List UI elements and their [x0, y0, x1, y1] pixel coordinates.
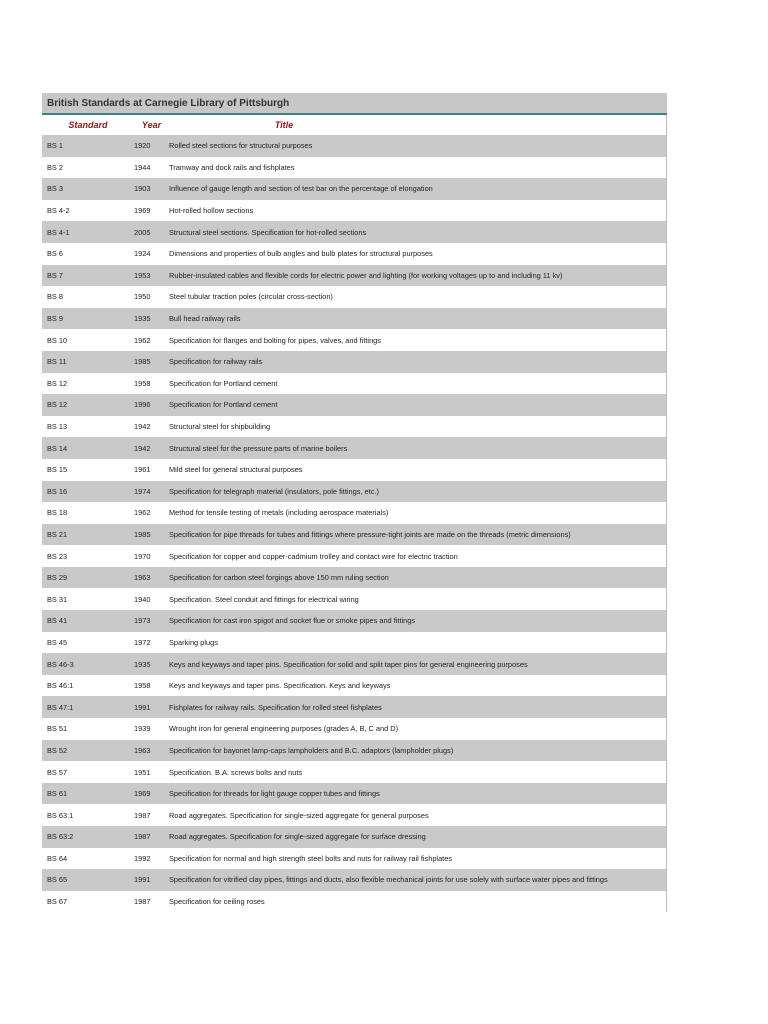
table-row: [42, 200, 666, 222]
table-body: [42, 135, 667, 912]
cell-title: Specification for flanges and bolting for pipes, valves, and fittings: [169, 335, 381, 345]
cell-year: 1924: [134, 249, 151, 259]
cell-title: Road aggregates. Specification for single-sized aggregate for surface dressing: [169, 832, 426, 842]
cell-standard: BS 29: [47, 573, 68, 583]
table-row: [42, 157, 666, 179]
table-row: [42, 481, 666, 503]
cell-standard: BS 21: [47, 529, 68, 539]
table-row: [42, 329, 666, 351]
cell-title: Specification for carbon steel forgings above 150 mm ruling section: [169, 573, 389, 583]
column-header-row: [42, 115, 667, 135]
cell-standard: BS 63:1: [47, 810, 74, 820]
table-row: [42, 221, 666, 243]
cell-standard: BS 12: [47, 378, 68, 388]
cell-year: 1974: [134, 486, 151, 496]
table-row: [42, 373, 666, 395]
cell-title: Specification for ceiling roses: [169, 897, 265, 907]
cell-title: Sparking plugs: [169, 637, 218, 647]
cell-title: Influence of gauge length and section of test bar on the percentage of elongation: [169, 184, 433, 194]
table-row: [42, 610, 666, 632]
table-row: [42, 891, 666, 913]
cell-year: 1950: [134, 292, 151, 302]
cell-standard: BS 47:1: [47, 702, 74, 712]
cell-standard: BS 1: [47, 141, 64, 151]
cell-standard: BS 45: [47, 637, 68, 647]
cell-year: 1987: [134, 832, 151, 842]
cell-year: 1962: [134, 508, 151, 518]
cell-year: 1951: [134, 767, 151, 777]
cell-standard: BS 7: [47, 270, 64, 280]
cell-title: Specification for Portland cement: [169, 400, 278, 410]
cell-standard: BS 12: [47, 400, 68, 410]
table-row: [42, 718, 666, 740]
column-header-title: Title: [274, 120, 294, 130]
cell-year: 1985: [134, 357, 151, 367]
cell-year: 1985: [134, 529, 151, 539]
table-row: [42, 545, 666, 567]
table-row: [42, 502, 666, 524]
cell-title: Specification for Portland cement: [169, 378, 278, 388]
cell-standard: BS 4-1: [47, 227, 70, 237]
cell-year: 1935: [134, 314, 151, 324]
cell-title: Structural steel sections. Specification for hot-rolled sections: [169, 227, 367, 237]
cell-year: 1958: [134, 681, 151, 691]
table-row: [42, 416, 666, 438]
cell-year: 1969: [134, 206, 151, 216]
cell-title: Fishplates for railway rails. Specification for rolled steel fishplates: [169, 702, 382, 712]
cell-standard: BS 9: [47, 314, 64, 324]
cell-year: 1992: [134, 853, 151, 863]
cell-standard: BS 64: [47, 853, 68, 863]
sheet-title: British Standards at Carnegie Library of Pittsburgh: [47, 97, 290, 109]
cell-title: Specification for railway rails: [169, 357, 263, 367]
cell-year: 1973: [134, 616, 151, 626]
cell-year: 1953: [134, 270, 151, 280]
cell-standard: BS 65: [47, 875, 68, 885]
cell-standard: BS 46:1: [47, 681, 74, 691]
table-row: [42, 394, 666, 416]
cell-standard: BS 51: [47, 724, 68, 734]
cell-year: 1942: [134, 443, 151, 453]
cell-title: Specification for copper and copper-cadmium trolley and contact wire for electric traction: [169, 551, 458, 561]
cell-year: 1972: [134, 637, 151, 647]
cell-year: 2005: [134, 227, 151, 237]
cell-title: Wrought iron for general engineering purposes (grades A, B, C and D): [169, 724, 399, 734]
cell-standard: BS 2: [47, 162, 64, 172]
cell-year: 1987: [134, 897, 151, 907]
cell-standard: BS 8: [47, 292, 64, 302]
cell-title: Specification for bayonet lamp-caps lampholders and B.C. adaptors (lampholder plugs): [169, 745, 454, 755]
cell-standard: BS 63:2: [47, 832, 74, 842]
cell-year: 1920: [134, 141, 151, 151]
cell-title: Mild steel for general structural purposes: [169, 465, 303, 475]
cell-title: Specification for telegraph material (insulators, pole fittings, etc.): [169, 486, 379, 496]
cell-title: Keys and keyways and taper pins. Specification. Keys and keyways: [169, 681, 391, 691]
table-row: [42, 437, 666, 459]
cell-standard: BS 15: [47, 465, 68, 475]
table-row: [42, 869, 666, 891]
cell-title: Specification for threads for light gauge copper tubes and fittings: [169, 789, 380, 799]
table-row: [42, 696, 666, 718]
cell-title: Specification for pipe threads for tubes and fittings where pressure-tight joints are made on the threads (metric dimensions): [169, 529, 571, 539]
table-row: [42, 804, 666, 826]
cell-year: 1961: [134, 465, 151, 475]
cell-title: Road aggregates. Specification for single-sized aggregate for general purposes: [169, 810, 429, 820]
cell-standard: BS 67: [47, 897, 68, 907]
cell-standard: BS 11: [47, 357, 67, 367]
cell-standard: BS 23: [47, 551, 68, 561]
cell-year: 1969: [134, 789, 151, 799]
cell-title: Steel tubular traction poles (circular cross-section): [169, 292, 333, 302]
cell-year: 1991: [134, 875, 151, 885]
cell-year: 1942: [134, 422, 151, 432]
cell-standard: BS 57: [47, 767, 68, 777]
table-row: [42, 653, 666, 675]
table-row: [42, 286, 666, 308]
cell-standard: BS 14: [47, 443, 68, 453]
table-row: [42, 826, 666, 848]
cell-title: Tramway and dock rails and fishplates: [169, 162, 295, 172]
cell-standard: BS 46-3: [47, 659, 74, 669]
cell-title: Method for tensile testing of metals (including aerospace materials): [169, 508, 389, 518]
cell-title: Bull head railway rails: [169, 314, 241, 324]
table-row: [42, 524, 666, 546]
cell-year: 1970: [134, 551, 151, 561]
cell-title: Structural steel for the pressure parts of marine boilers: [169, 443, 348, 453]
table-row: [42, 135, 666, 157]
cell-standard: BS 4-2: [47, 206, 70, 216]
cell-title: Specification. B.A. screws bolts and nuts: [169, 767, 303, 777]
cell-standard: BS 16: [47, 486, 68, 496]
cell-title: Rubber-insulated cables and flexible cords for electric power and lighting (for working voltages up to and including 11 kv): [169, 270, 563, 280]
cell-standard: BS 52: [47, 745, 68, 755]
table-row: [42, 567, 666, 589]
cell-title: Hot-rolled hollow sections: [169, 206, 254, 216]
table-row: [42, 632, 666, 654]
cell-standard: BS 6: [47, 249, 64, 259]
table-row: [42, 178, 666, 200]
column-header-standard: Standard: [68, 120, 108, 130]
cell-year: 1996: [134, 400, 151, 410]
cell-standard: BS 41: [47, 616, 68, 626]
cell-title: Specification for vitrified clay pipes, fittings and ducts, also flexible mechanical joints for use solely with surface water pipes and fittings: [169, 875, 608, 885]
cell-title: Dimensions and properties of bulb angles and bulb plates for structural purposes: [169, 249, 433, 259]
cell-standard: BS 3: [47, 184, 64, 194]
table-row: [42, 243, 666, 265]
table-row: [42, 675, 666, 697]
sheet-title-bar: [42, 93, 667, 115]
cell-title: Specification for normal and high strength steel bolts and nuts for railway rail fishplates: [169, 853, 453, 863]
cell-standard: BS 10: [47, 335, 68, 345]
cell-year: 1962: [134, 335, 151, 345]
cell-title: Structural steel for shipbuilding: [169, 422, 271, 432]
cell-year: 1939: [134, 724, 151, 734]
table-row: [42, 848, 666, 870]
cell-year: 1944: [134, 162, 151, 172]
spreadsheet: [42, 93, 667, 912]
cell-title: Rolled steel sections for structural purposes: [169, 141, 313, 151]
cell-year: 1963: [134, 573, 151, 583]
table-row: [42, 351, 666, 373]
table-row: [42, 459, 666, 481]
cell-year: 1987: [134, 810, 151, 820]
table-row: [42, 588, 666, 610]
cell-year: 1903: [134, 184, 151, 194]
cell-title: Specification for cast iron spigot and socket flue or smoke pipes and fittings: [169, 616, 416, 626]
cell-year: 1940: [134, 594, 151, 604]
cell-standard: BS 61: [47, 789, 68, 799]
cell-standard: BS 31: [47, 594, 68, 604]
table-row: [42, 761, 666, 783]
column-header-year: Year: [141, 120, 162, 130]
table-row: [42, 308, 666, 330]
table-row: [42, 740, 666, 762]
cell-standard: BS 13: [47, 422, 68, 432]
cell-title: Specification. Steel conduit and fittings for electrical wiring: [169, 594, 359, 604]
cell-year: 1958: [134, 378, 151, 388]
cell-year: 1963: [134, 745, 151, 755]
cell-title: Keys and keyways and taper pins. Specification for solid and split taper pins for general engineering purposes: [169, 659, 528, 669]
cell-year: 1991: [134, 702, 151, 712]
cell-year: 1935: [134, 659, 151, 669]
table-row: [42, 265, 666, 287]
table-row: [42, 783, 666, 805]
cell-standard: BS 18: [47, 508, 68, 518]
